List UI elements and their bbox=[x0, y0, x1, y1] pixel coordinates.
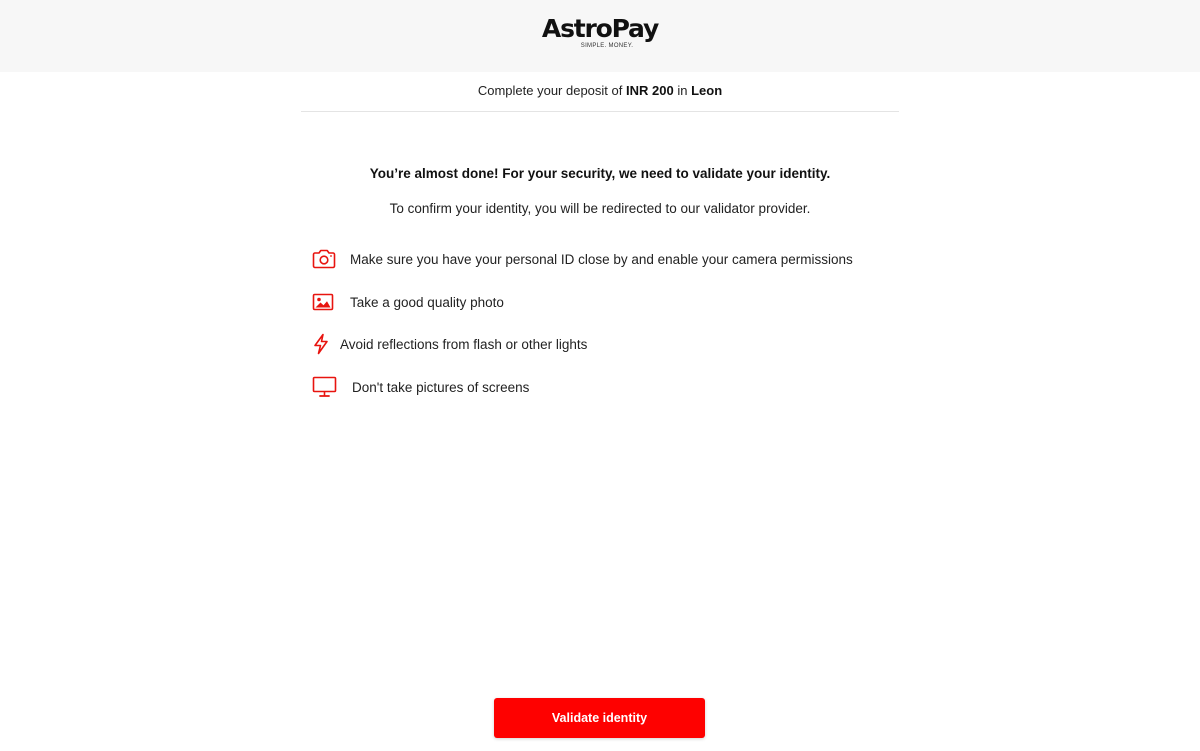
header bbox=[0, 0, 1200, 72]
camera-icon bbox=[312, 247, 338, 271]
astropay-logo bbox=[0, 14, 1200, 49]
monitor-icon bbox=[312, 375, 338, 399]
tip-item-photo bbox=[312, 290, 504, 314]
deposit-connector: in bbox=[677, 83, 688, 98]
deposit-merchant: Leon bbox=[691, 83, 723, 98]
tip-item-screens bbox=[312, 375, 529, 399]
image-icon bbox=[312, 290, 338, 314]
tip-label: Take a good quality photo bbox=[350, 294, 504, 310]
validate-identity-button[interactable]: Validate identity bbox=[494, 698, 705, 738]
tip-item-flash bbox=[312, 332, 587, 356]
tip-label: Don't take pictures of screens bbox=[352, 379, 530, 395]
page-headline: You’re almost done! For your security, we need to validate your identity. bbox=[369, 166, 831, 181]
deposit-amount: INR 200 bbox=[626, 83, 674, 98]
tip-label: Make sure you have your personal ID close by and enable your camera permissions bbox=[350, 251, 853, 267]
deposit-prefix: Complete your deposit of bbox=[477, 83, 623, 98]
logo-tagline: SIMPLE. MONEY. bbox=[580, 43, 634, 49]
flash-icon bbox=[312, 332, 333, 356]
deposit-summary bbox=[301, 72, 899, 112]
tip-label: Avoid reflections from flash or other lights bbox=[340, 336, 588, 352]
logo-wordmark: AstroPay bbox=[541, 14, 659, 43]
tip-item-camera bbox=[312, 247, 853, 271]
page-subline: To confirm your identity, you will be redirected to our validator provider. bbox=[389, 201, 811, 216]
